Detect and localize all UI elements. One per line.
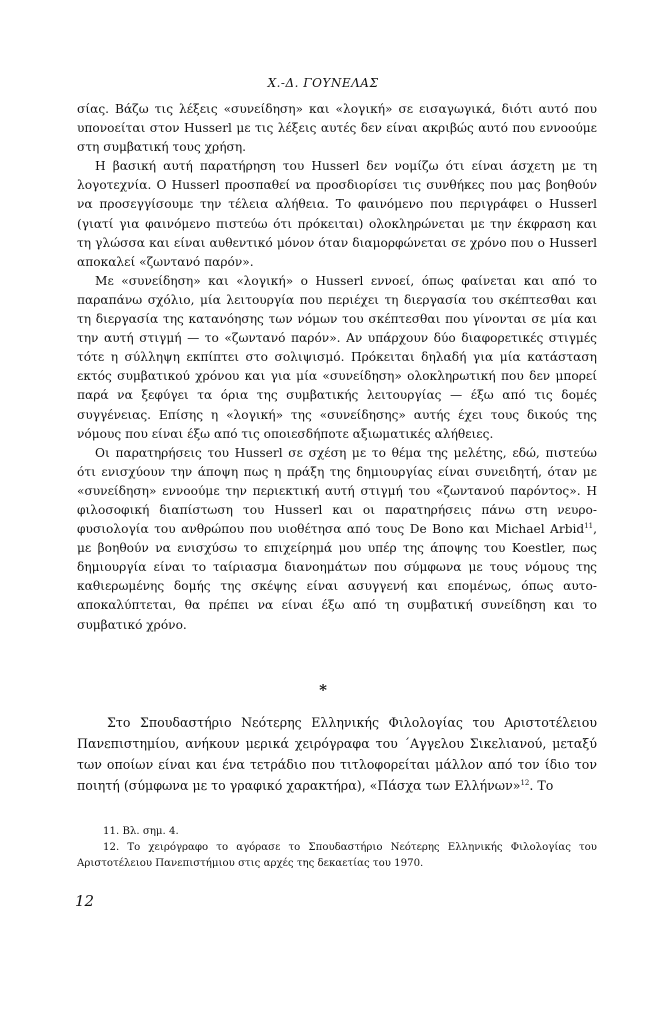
page-number: 12 (75, 892, 95, 910)
section-separator: * (319, 681, 327, 699)
running-header: Χ.-Δ. ΓΟΥΝΕΛΑΣ (267, 76, 379, 90)
main-text (77, 100, 597, 635)
paragraph-text: Οι παρατηρήσεις του Husserl σε σχέση με το θέμα της μελέτης, εδώ, πιστεύω ότι ενισχύουν την άποψη πως η πράξη της δημιουργίας είναι συνειδητή, όταν με «συνείδηση» εννοούμε την περιεκτική αυτή στιγμή του «ζωντανού παρόντος». Η φιλοσοφική διαπίστωση του Husserl και οι παρατηρήσεις πάνω στη νευρο-φυσιολογία του ανθρώπου που υιοθέτησα από τους De Bono και Michael Arbid (77, 445, 597, 537)
section-text (77, 712, 597, 796)
paragraph-text: Στο Σπουδαστήριο Νεότερης Ελληνικής Φιλολογίας του Αριστοτέλειου Πανεπιστημίου, ανήκουν μερικά χειρόγραφα του ΄Αγγελου Σικελιανού, μεταξύ των οποίων είναι και ένα τετράδιο που τιτλοφορείται μάλλον από τον ίδιο τον ποιητή (σύμφωνα με το γραφικό χαρακτήρα), «Πάσχα των Ελλήνων» (77, 715, 597, 793)
paragraph (77, 444, 597, 635)
footnote-ref-12: 12 (520, 778, 530, 787)
paragraph-text: , με βοηθούν να ενισχύσω το επιχείρημά μου υπέρ της άποψης του Koestler, πως δημιουργία είναι το ταίριασμα διανοημάτων που σύμφωνα με τους νόμους της καθιερωμένης δομής της σκέψης είναι ασυγγενή και επομένως, όπως αυτο-αποκαλύπτεται, θα πρέπει να είναι έξω από τη συμβατική συνείδηση και το συμβατικό χρόνο. (77, 522, 597, 632)
footnotes (77, 824, 597, 872)
footnote-11: 11. Βλ. σημ. 4. (103, 826, 179, 837)
footnote-ref-11: 11 (584, 522, 594, 530)
footnote-12: 12. Το χειρόγραφο το αγόρασε το Σπουδαστήριο Νεότερης Ελληνικής Φιλολογίας του Αριστοτέλειου Πανεπιστήμιου στις αρχές της δεκαετίας του 1970. (77, 842, 597, 869)
paragraph-text: . Το (529, 778, 554, 793)
paragraph: Με «συνείδηση» και «λογική» ο Husserl εννοεί, όπως φαίνεται και από το παραπάνω σχόλιο, μία λειτουργία που περιέχει τη διεργασία του σκέπτεσθαι και τη διεργασία της κατανόησης των νόμων του σκέπτεσθαι που γίνονται σε μία και την αυτή στιγμή — το «ζωντανό παρόν». Αν υπάρχουν δύο διαφορετικές στιγμές τότε η σύλληψη εκπίπτει στο σολιψισμό. Πρόκειται δηλαδή για μία κατάσταση εκτός συμβατικού χρόνου και για μία «συνείδηση» ολοκληρωτική που δεν μπορεί παρά να ξεφύγει τα όρια της συμβατικής λειτουργίας — έξω από τις δομές συγγένειας. Επίσης η «λογική» της «συνείδησης» αυτής έχει τους δικούς της νόμους που είναι έξω από τις οποιεσδήποτε αξιωματικές αλήθειες. (77, 273, 597, 441)
paragraph: σίας. Βάζω τις λέξεις «συνείδηση» και «λογική» σε εισαγωγικά, διότι αυτό που υπονοείται στον Husserl με τις λέξεις αυτές δεν είναι ακριβώς αυτό που εννοούμε στη συμβατική τους χρήση. (77, 102, 597, 155)
paragraph: Η βασική αυτή παρατήρηση του Husserl δεν νομίζω ότι είναι άσχετη με τη λογοτεχνία. Ο Husserl προσπαθεί να προσδιορίσει τις συνθήκες που μας βοηθούν να προσεγγίσουμε την τέλεια αλήθεια. Το φαινόμενο που περιγράφει ο Husserl (γιατί για φαινόμενο πιστεύω ότι πρόκειται) ολοκληρώνεται με την έκφραση και τη γλώσσα και είναι αυθεντικό μόνον όταν διαμορφώνεται σε χρόνο που ο Husserl αποκαλεί «ζωντανό παρόν». (77, 159, 597, 269)
paragraph (77, 712, 597, 796)
